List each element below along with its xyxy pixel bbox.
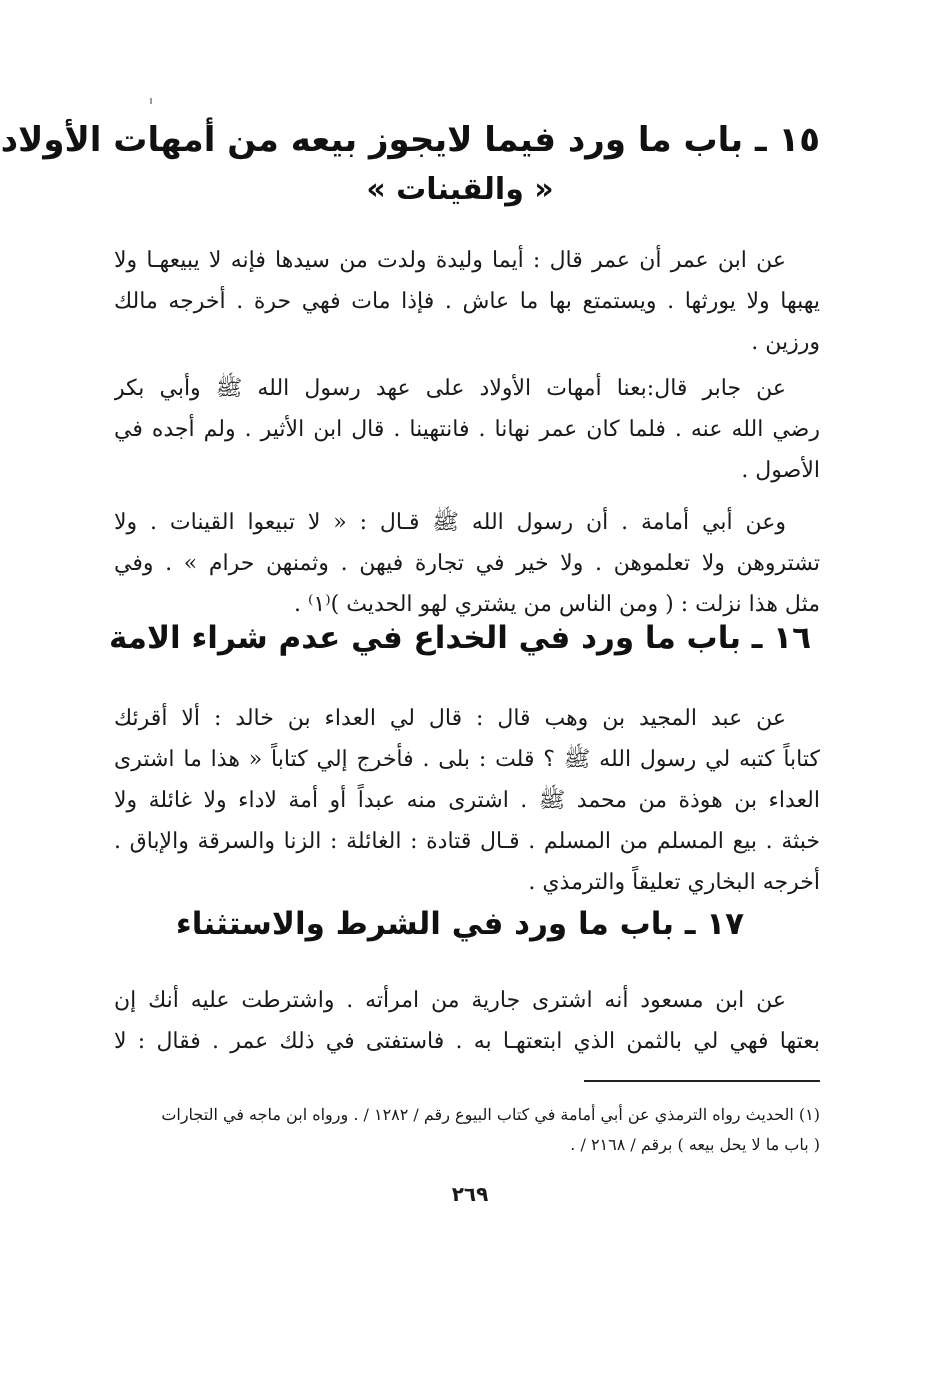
- text-line: خبثة . بيع المسلم من المسلم . قـال قتادة : الغائلة : الزنا والسرقة والإباق .: [114, 829, 820, 854]
- text-line: عن ابن مسعود أنه اشترى جارية من امرأته . واشترطت عليه أنك إن: [114, 988, 786, 1013]
- text-line: تشتروهن ولا تعلموهن . ولا خير في تجارة فيهن . وثمنهن حرام » . وفي: [114, 551, 820, 576]
- paragraph-ibn-masud: [114, 980, 820, 1062]
- text-line: عن جابر قال:بعنا أمهات الأولاد على عهد رسول الله ﷺ وأبي بكر: [114, 376, 786, 401]
- text-line: يهبها ولا يورثها . ويستمتع بها ما عاش . فإذا مات فهي حرة . أخرجه مالك: [114, 289, 820, 314]
- text-line: رضي الله عنه . فلما كان عمر نهانا . فانتهينا . قال ابن الأثير . ولم أجده في: [114, 417, 820, 442]
- paragraph-abd-al-majid: [114, 698, 820, 903]
- paragraph-ibn-umar: [114, 240, 820, 363]
- page-number: ٢٦٩: [451, 1182, 489, 1206]
- footnote: [114, 1100, 820, 1160]
- text-line: مثل هذا نزلت : ( ومن الناس من يشتري لهو الحديث )⁽١⁾ .: [294, 592, 820, 617]
- text-line: عن عبد المجيد بن وهب قال : قال لي العداء بن خالد : ألا أقرئك: [114, 706, 786, 731]
- paragraph-jabir: [114, 368, 820, 491]
- chapter-16-heading: ١٦ ـ باب ما ورد في الخداع في عدم شراء الامة: [108, 620, 812, 656]
- text-line: وعن أبي أمامة . أن رسول الله ﷺ قـال : « لا تبيعوا القينات . ولا: [114, 510, 786, 535]
- paragraph-abu-umama: [114, 502, 820, 625]
- text-line: عن ابن عمر أن عمر قال : أيما وليدة ولدت من سيدها فإنه لا يبيعهـا ولا: [114, 248, 786, 273]
- chapter-15-heading-line1: ١٥ ـ باب ما ورد فيما لايجوز بيعه من أمهات الأولاد: [0, 120, 820, 160]
- text-line: كتاباً كتبه لي رسول الله ﷺ ؟ قلت : بلى . فأخرج إلي كتاباً « هذا ما اشترى: [114, 747, 820, 772]
- chapter-15-heading-line2: « والقينات »: [366, 172, 554, 207]
- footnote-separator: [584, 1080, 820, 1082]
- text-line: الأصول .: [741, 458, 820, 483]
- footnote-line: ( باب ما لا يحل بيعه ) برقم / ٢١٦٨ / .: [570, 1135, 820, 1154]
- text-line: العداء بن هوذة من محمد ﷺ . اشترى منه عبداً أو أمة لاداء ولا غائلة ولا: [114, 788, 820, 813]
- text-line: بعتها فهي لي بالثمن الذي ابتعتهـا به . فاستفتى في ذلك عمر . فقال : لا: [114, 1029, 820, 1054]
- chapter-17-heading: ١٧ ـ باب ما ورد في الشرط والاستثناء: [175, 906, 745, 942]
- text-line: أخرجه البخاري تعليقاً والترمذي .: [528, 870, 820, 895]
- scan-speck: [150, 98, 152, 104]
- text-line: ورزين .: [751, 330, 820, 355]
- footnote-line: (١) الحديث رواه الترمذي عن أبي أمامة في كتاب البيوع رقم / ١٢٨٢ / . ورواه ابن ماجه في التجارات: [161, 1105, 820, 1124]
